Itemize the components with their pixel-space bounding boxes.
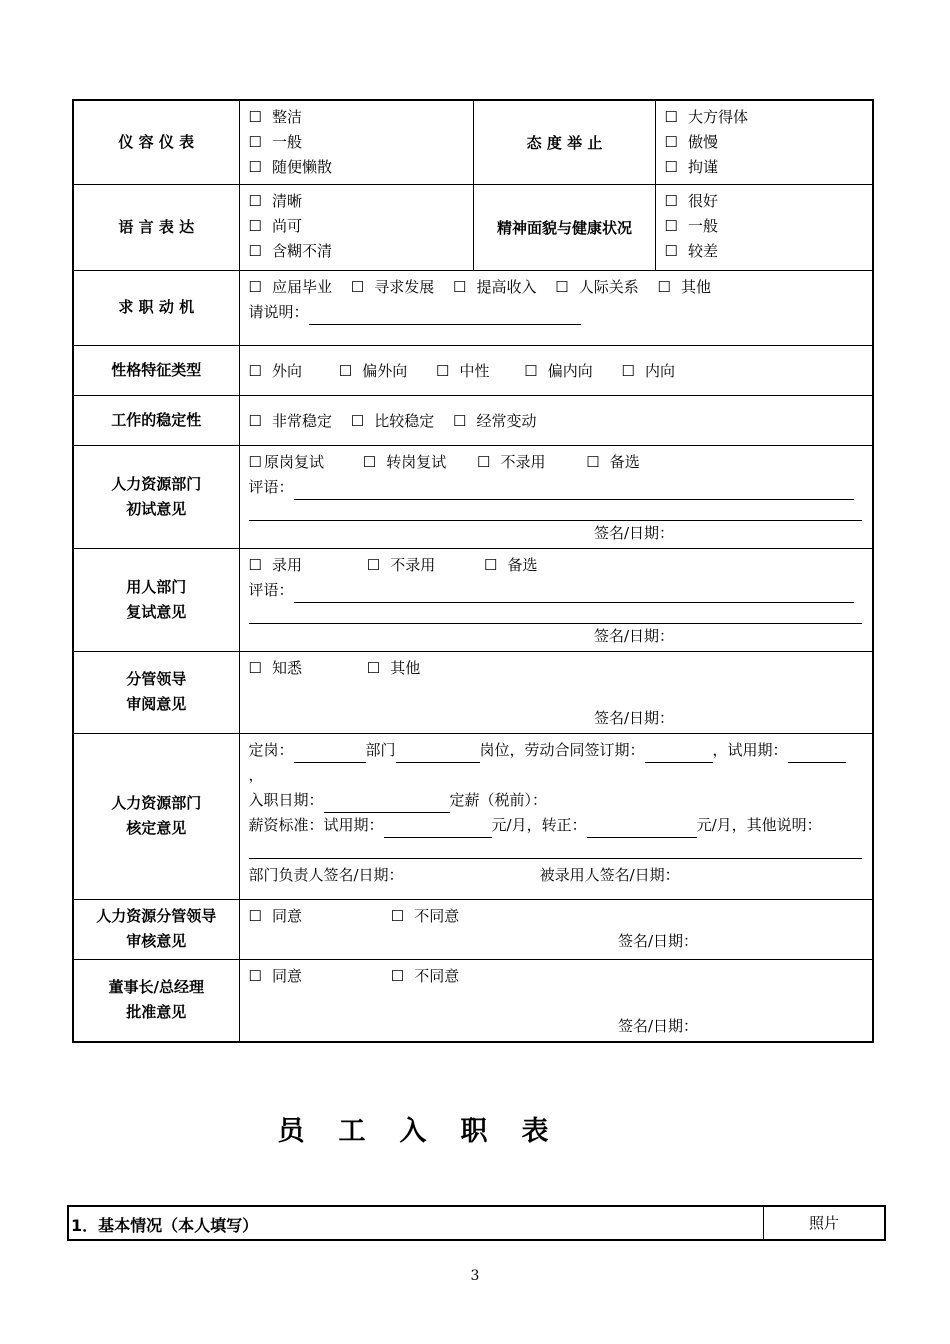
dept-review-content xyxy=(239,548,873,651)
comment-field[interactable] xyxy=(294,584,854,603)
checkbox-icon: ☐ xyxy=(248,361,262,380)
checkbox-icon: ☐ xyxy=(664,133,678,151)
checkbox-icon: ☐ xyxy=(248,555,262,574)
comment-field-line2[interactable] xyxy=(249,500,863,521)
explain-label: 请说明： xyxy=(248,302,309,321)
checkbox-icon: ☐ xyxy=(484,555,498,574)
employee-sign-label: 被录用人签名/日期： xyxy=(539,865,680,884)
checkbox-icon: ☐ xyxy=(366,658,381,677)
option-often-changes[interactable]: ☐ 经常变动 xyxy=(453,412,536,430)
option-agree[interactable]: ☐ 同意 xyxy=(249,907,302,925)
row-hr-initial xyxy=(73,445,873,548)
option-reject[interactable]: ☐ 不录用 xyxy=(477,453,545,471)
option-clear[interactable]: ☐ 清晰 xyxy=(249,189,465,214)
checkbox-icon: ☐ xyxy=(248,241,262,260)
checkbox-icon: ☐ xyxy=(248,108,262,126)
contract-period-field[interactable] xyxy=(645,744,713,763)
checkbox-icon: ☐ xyxy=(350,411,365,430)
checkbox-icon: ☐ xyxy=(664,108,678,126)
page-title: 员工入职表 xyxy=(277,1116,583,1147)
checkbox-icon: ☐ xyxy=(248,658,262,677)
row-ceo xyxy=(73,959,873,1042)
checkbox-icon: ☐ xyxy=(338,361,353,380)
spirit-options xyxy=(655,184,873,270)
option-vague[interactable]: ☐ 含糊不清 xyxy=(249,239,465,264)
page-number: 3 xyxy=(470,1268,480,1284)
entry-date-field[interactable] xyxy=(324,794,450,813)
option-development[interactable]: ☐ 寻求发展 xyxy=(351,278,434,296)
checkbox-icon: ☐ xyxy=(664,241,678,260)
label-leader-review: 分管领导 审阅意见 xyxy=(73,651,239,733)
checkbox-icon: ☐ xyxy=(248,191,262,210)
sign-date-label: 签名/日期： xyxy=(617,931,698,950)
ceo-content xyxy=(239,959,873,1042)
row-hr-approve xyxy=(73,733,873,899)
hr-leader-content xyxy=(239,899,873,959)
option-noted[interactable]: ☐ 知悉 xyxy=(249,659,302,677)
hr-initial-content xyxy=(239,445,873,548)
option-good[interactable]: ☐ 很好 xyxy=(665,189,865,214)
sign-date-label: 签名/日期： xyxy=(593,626,674,645)
checkbox-icon: ☐ xyxy=(524,361,538,380)
label-spirit-health: 精神面貌与健康状况 xyxy=(473,184,655,270)
probation-field[interactable] xyxy=(788,744,846,763)
leader-review-content xyxy=(239,651,873,733)
option-other[interactable]: ☐ 其他 xyxy=(658,278,711,296)
option-neat[interactable]: ☐ 整洁 xyxy=(249,105,465,130)
label-appearance: 仪 容 仪 表 xyxy=(73,100,239,184)
row-motive xyxy=(73,270,873,345)
option-mostly-extrovert[interactable]: ☐ 偏外向 xyxy=(339,362,407,380)
personality-options xyxy=(239,345,873,395)
checkbox-icon: ☐ xyxy=(366,555,381,574)
motive-options xyxy=(239,270,873,345)
checkbox-icon: ☐ xyxy=(477,452,491,471)
row-stability xyxy=(73,395,873,445)
option-poor[interactable]: ☐ 较差 xyxy=(665,239,865,264)
option-disagree[interactable]: ☐ 不同意 xyxy=(391,907,459,925)
option-backup[interactable]: ☐ 备选 xyxy=(484,556,537,574)
row-leader-review xyxy=(73,651,873,733)
attitude-options xyxy=(655,100,873,184)
row-hr-leader xyxy=(73,899,873,959)
checkbox-icon: ☐ xyxy=(664,216,678,235)
checkbox-icon: ☐ xyxy=(390,906,405,925)
interview-evaluation-table xyxy=(72,99,874,1043)
sign-date-label: 签名/日期： xyxy=(593,708,674,727)
label-hr-approve: 人力资源部门 核定意见 xyxy=(73,733,239,899)
option-disagree[interactable]: ☐ 不同意 xyxy=(391,967,459,985)
option-sloppy[interactable]: ☐ 随便懒散 xyxy=(249,155,465,180)
option-backup[interactable]: ☐ 备选 xyxy=(586,453,639,471)
label-personality: 性格特征类型 xyxy=(73,345,239,395)
checkbox-icon: ☐ xyxy=(248,452,262,471)
sign-date-label: 签名/日期： xyxy=(617,1016,698,1035)
checkbox-icon: ☐ xyxy=(664,158,678,176)
label-motive: 求 职 动 机 xyxy=(73,270,239,345)
checkbox-icon: ☐ xyxy=(248,133,262,151)
probation-salary-field[interactable] xyxy=(384,819,492,838)
photo-cell[interactable]: 照片 xyxy=(763,1207,884,1239)
appearance-options xyxy=(239,100,473,184)
option-other[interactable]: ☐ 其他 xyxy=(367,659,420,677)
explain-field[interactable] xyxy=(309,306,581,325)
basic-info-header xyxy=(67,1205,886,1241)
label-hr-leader: 人力资源分管领导 审核意见 xyxy=(73,899,239,959)
option-original-retest[interactable]: ☐ 原岗复试 xyxy=(249,453,324,471)
checkbox-icon: ☐ xyxy=(621,361,635,380)
checkbox-icon: ☐ xyxy=(362,452,377,471)
dept-head-sign-label: 部门负责人签名/日期： xyxy=(248,865,404,884)
sign-date-label: 签名/日期： xyxy=(593,523,674,542)
label-attitude: 态 度 举 止 xyxy=(473,100,655,184)
checkbox-icon: ☐ xyxy=(248,966,262,985)
option-extrovert[interactable]: ☐ 外向 xyxy=(249,362,302,380)
option-very-stable[interactable]: ☐ 非常稳定 xyxy=(249,412,332,430)
label-ceo: 董事长/总经理 批准意见 xyxy=(73,959,239,1042)
language-options xyxy=(239,184,473,270)
position-field[interactable] xyxy=(294,744,366,763)
option-relations[interactable]: ☐ 人际关系 xyxy=(555,278,638,296)
option-hire[interactable]: ☐ 录用 xyxy=(249,556,302,574)
row-appearance xyxy=(73,100,873,184)
option-graceful[interactable]: ☐ 大方得体 xyxy=(665,105,865,130)
option-mostly-introvert[interactable]: ☐ 偏内向 xyxy=(524,362,592,380)
comment-label: 评语： xyxy=(248,580,294,599)
checkbox-icon: ☐ xyxy=(248,411,262,430)
regular-salary-field[interactable] xyxy=(587,819,697,838)
checkbox-icon: ☐ xyxy=(248,158,262,176)
option-agree[interactable]: ☐ 同意 xyxy=(249,967,302,985)
other-notes-field[interactable] xyxy=(249,838,863,859)
row-personality xyxy=(73,345,873,395)
option-average[interactable]: ☐ 一般 xyxy=(665,214,865,239)
row-language xyxy=(73,184,873,270)
department-field[interactable] xyxy=(396,744,480,763)
comment-label: 评语： xyxy=(248,477,294,496)
option-graduate[interactable]: ☐ 应届毕业 xyxy=(249,278,332,296)
checkbox-icon: ☐ xyxy=(657,277,671,296)
checkbox-icon: ☐ xyxy=(586,452,600,471)
option-arrogant[interactable]: ☐ 傲慢 xyxy=(665,130,865,155)
checkbox-icon: ☐ xyxy=(248,906,262,925)
label-language: 语 言 表 达 xyxy=(73,184,239,270)
hr-approve-content: 定岗： 部门 岗位，劳动合同签订期： ，试用期： ， 入职日期： 定薪（税前）： 薪资标准：试用期： 元/月，转正： 元/月，其他说明： 部门负责人签名/日期： 被录用人签名/日期： xyxy=(239,733,873,899)
option-normal[interactable]: ☐ 一般 xyxy=(249,130,465,155)
label-stability: 工作的稳定性 xyxy=(73,395,239,445)
option-neutral[interactable]: ☐ 中性 xyxy=(436,362,489,380)
label-dept-review: 用人部门 复试意见 xyxy=(73,548,239,651)
checkbox-icon: ☐ xyxy=(248,216,262,235)
option-fair[interactable]: ☐ 尚可 xyxy=(249,214,465,239)
option-reject[interactable]: ☐ 不录用 xyxy=(367,556,435,574)
comment-field-line2[interactable] xyxy=(249,603,863,624)
comment-field[interactable] xyxy=(294,481,854,500)
checkbox-icon: ☐ xyxy=(555,277,569,296)
option-reserved[interactable]: ☐ 拘谨 xyxy=(665,155,865,180)
option-transfer-retest[interactable]: ☐ 转岗复试 xyxy=(363,453,446,471)
checkbox-icon: ☐ xyxy=(453,277,467,296)
checkbox-icon: ☐ xyxy=(390,966,405,985)
label-hr-initial: 人力资源部门 初试意见 xyxy=(73,445,239,548)
section-title: 1．基本情况（本人填写） xyxy=(71,1216,259,1235)
checkbox-icon: ☐ xyxy=(664,191,678,210)
row-dept-review xyxy=(73,548,873,651)
option-fairly-stable[interactable]: ☐ 比较稳定 xyxy=(351,412,434,430)
checkbox-icon: ☐ xyxy=(453,411,467,430)
checkbox-icon: ☐ xyxy=(436,361,450,380)
option-introvert[interactable]: ☐ 内向 xyxy=(622,362,675,380)
option-income[interactable]: ☐ 提高收入 xyxy=(453,278,536,296)
stability-options xyxy=(239,395,873,445)
checkbox-icon: ☐ xyxy=(350,277,365,296)
checkbox-icon: ☐ xyxy=(248,277,262,296)
